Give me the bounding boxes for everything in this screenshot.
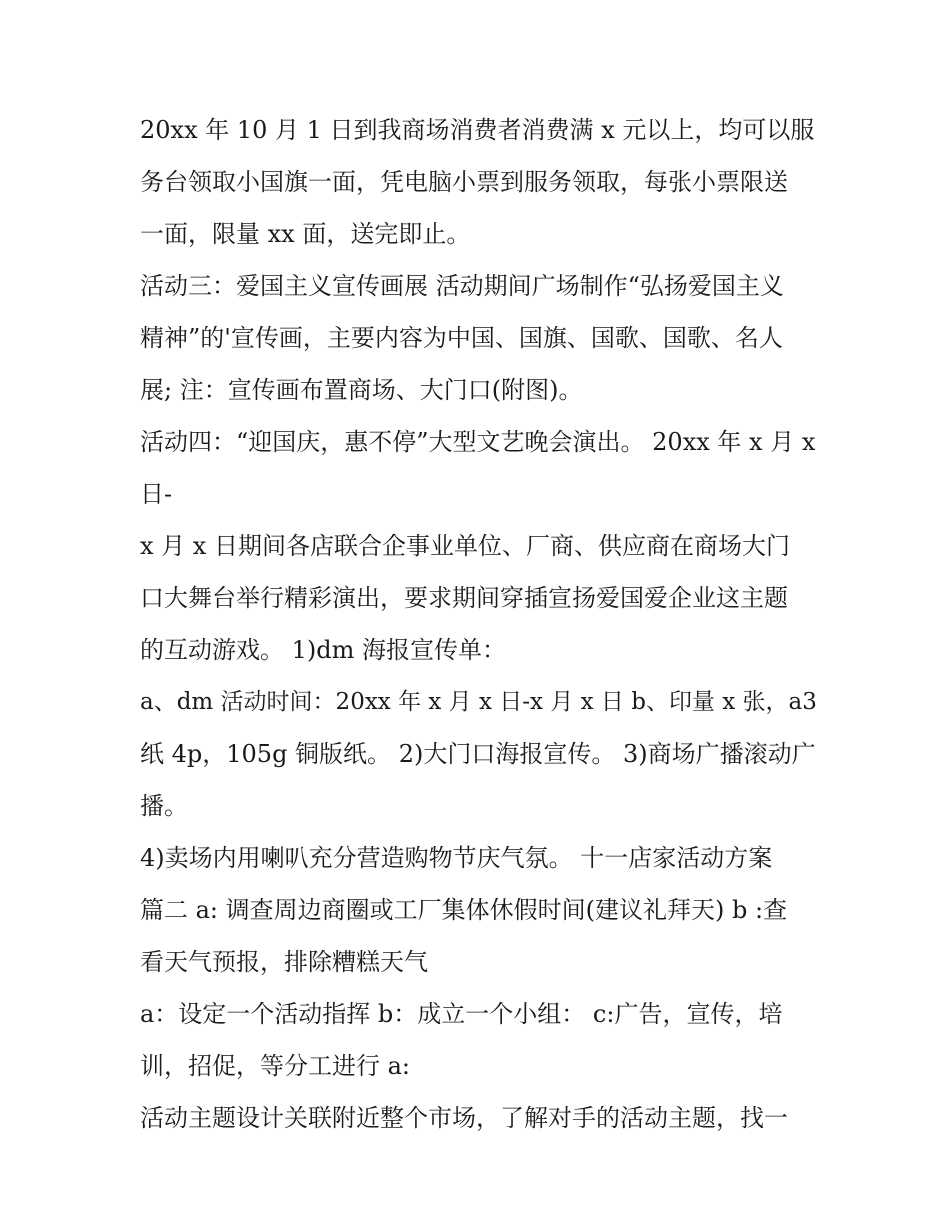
text-line-17: 看天气预报，排除糟糕天气: [140, 948, 428, 976]
text-line-4: 活动三：爱国主义宣传画展 活动期间广场制作“弘扬爱国主义: [140, 272, 784, 300]
text-line-14: 播。: [140, 792, 188, 820]
text-line-3: 一面，限量 xx 面，送完即止。: [140, 220, 471, 248]
text-line-19: 训，招促，等分工进行 a:: [140, 1052, 411, 1080]
text-line-2: 务台领取小国旗一面，凭电脑小票到服务领取，每张小票限送: [140, 168, 788, 196]
text-line-5: 精神”的'宣传画，主要内容为中国、国旗、国歌、国歌、名人: [140, 324, 783, 352]
text-line-11: 的互动游戏。 1)dm 海报宣传单：: [140, 636, 507, 664]
text-line-9: x 月 x 日期间各店联合企事业单位、厂商、供应商在商场大门: [140, 532, 790, 560]
text-line-12: a、dm 活动时间：20xx 年 x 月 x 日-x 月 x 日 b、印量 x 张，a3: [140, 689, 817, 715]
text-line-18: a：设定一个活动指挥 b：成立一个小组： c:广告，宣传，培: [140, 1000, 783, 1028]
document-body: [140, 104, 820, 1144]
text-line-13: 纸 4p，105g 铜版纸。 2)大门口海报宣传。 3)商场广播滚动广: [140, 740, 816, 768]
text-line-8: 日-: [140, 480, 173, 508]
text-line-7: 活动四：“迎国庆，惠不停”大型文艺晚会演出。 20xx 年 x 月 x: [140, 428, 816, 456]
text-line-15: 4)卖场内用喇叭充分营造购物节庆气氛。 十一店家活动方案: [140, 844, 773, 872]
text-line-1: 20xx 年 10 月 1 日到我商场消费者消费满 x 元以上，均可以服: [140, 116, 815, 144]
text-line-10: 口大舞台举行精彩演出，要求期间穿插宣扬爱国爱企业这主题: [140, 584, 788, 612]
text-line-6: 展; 注：宣传画布置商场、大门口(附图)。: [140, 376, 583, 404]
text-line-20: 活动主题设计关联附近整个市场，了解对手的活动主题，找一: [140, 1104, 788, 1132]
text-line-16: 篇二 a: 调查周边商圈或工厂集体休假时间(建议礼拜天) b :查: [140, 896, 788, 924]
